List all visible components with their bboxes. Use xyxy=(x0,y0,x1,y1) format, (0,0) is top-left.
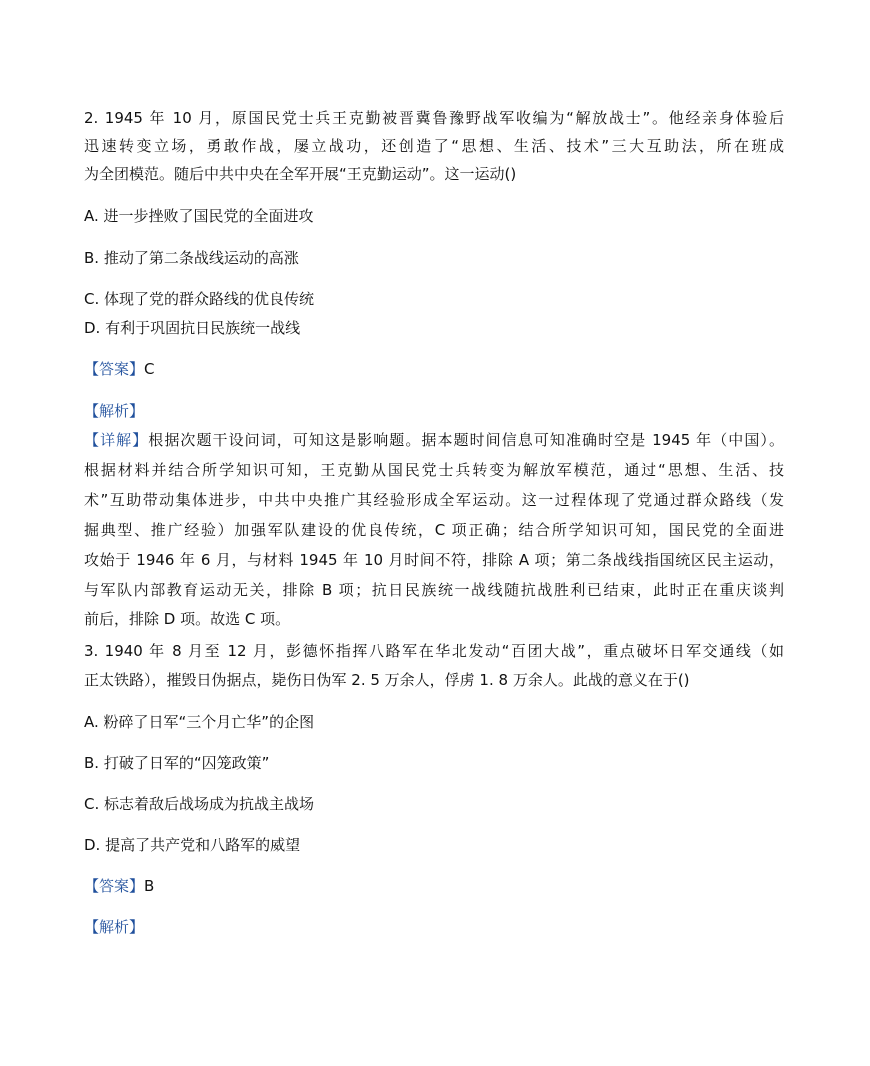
q2-option-c: C. 体现了党的群众路线的优良传统 xyxy=(84,290,315,308)
q2-detail-label: 【详解】 xyxy=(84,431,149,449)
q2-answer xyxy=(84,359,784,379)
q2-detail-text-1: 根据次题干设问词，可知这是影响题。据本题时间信息可知准确时空是 1945 年（中国）。 xyxy=(148,431,784,449)
q2-analysis-label: 【解析】 xyxy=(84,402,145,420)
q2-option-a: A. 进一步挫败了国民党的全面进攻 xyxy=(84,207,314,225)
q2-stem-line-2: 迅速转变立场，勇敢作战，屡立战功，还创造了“思想、生活、技术”三大互助法，所在班成 xyxy=(84,137,784,155)
q3-option-a: A. 粉碎了日军“三个月亡华”的企图 xyxy=(84,713,315,731)
q2-option-b: B. 推动了第二条战线运动的高涨 xyxy=(84,249,299,267)
q3-option-d: D. 提高了共产党和八路军的威望 xyxy=(84,836,301,854)
q2-detail-line-7: 前后，排除 D 项。故选 C 项。 xyxy=(84,610,291,628)
q3-answer-value: B xyxy=(144,877,155,895)
q2-option-d: D. 有利于巩固抗日民族统一战线 xyxy=(84,319,301,337)
q3-stem-line-1: 3. 1940 年 8 月至 12 月，彭德怀指挥八路军在华北发动“百团大战”，重点破坏日军交通线（如 xyxy=(84,642,784,660)
q2-stem-line-1: 2. 1945 年 10 月，原国民党士兵王克勤被晋冀鲁豫野战军收编为“解放战士”。他经亲身体验后 xyxy=(84,109,784,127)
q3-option-c: C. 标志着敌后战场成为抗战主战场 xyxy=(84,795,315,813)
q3-stem-line-2: 正太铁路），摧毁日伪据点，毙伤日伪军 2. 5 万余人，俘虏 1. 8 万余人。此战的意义在于() xyxy=(84,671,690,689)
q2-detail-line-4: 掘典型、推广经验）加强军队建设的优良传统，C 项正确；结合所学知识可知，国民党的全面进 xyxy=(84,521,784,539)
q2-stem-line-3: 为全团模范。随后中共中央在全军开展“王克勤运动”。这一运动() xyxy=(84,165,517,183)
q2-detail-line-3: 术”互助带动集体进步，中共中央推广其经验形成全军运动。这一过程体现了党通过群众路线（发 xyxy=(84,491,784,509)
q2-answer-value: C xyxy=(144,360,155,378)
q2-detail-line-2: 根据材料并结合所学知识可知，王克勤从国民党士兵转变为解放军模范，通过“思想、生活、技 xyxy=(84,461,784,479)
q2-detail-line-1 xyxy=(84,430,784,450)
q3-option-b: B. 打破了日军的“囚笼政策” xyxy=(84,754,270,772)
q3-answer-label: 【答案】 xyxy=(84,877,145,895)
q3-analysis-label: 【解析】 xyxy=(84,918,145,936)
q2-detail-line-5: 攻始于 1946 年 6 月，与材料 1945 年 10 月时间不符，排除 A 项；第二条战线指国统区民主运动， xyxy=(84,551,784,569)
q2-answer-label: 【答案】 xyxy=(84,360,145,378)
q3-answer xyxy=(84,876,784,896)
q2-detail-line-6: 与军队内部教育运动无关，排除 B 项；抗日民族统一战线随抗战胜利已结束，此时正在重庆谈判 xyxy=(84,581,784,599)
